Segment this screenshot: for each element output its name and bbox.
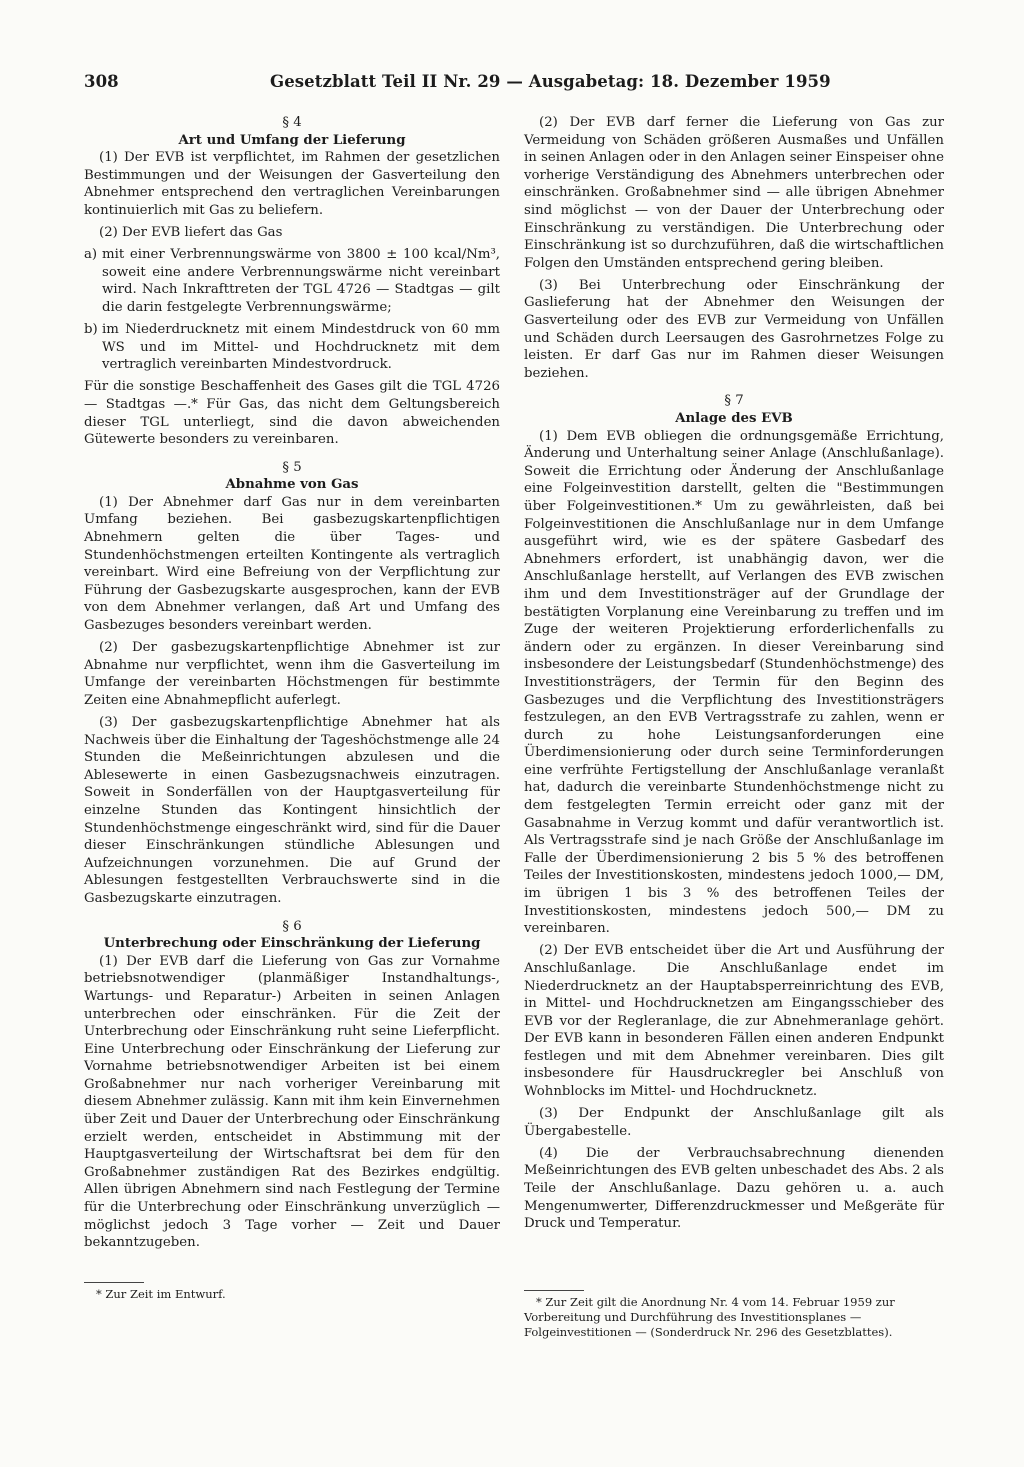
- section-title: Abnahme von Gas: [225, 477, 359, 493]
- paragraph: (1) Der EVB darf die Lieferung von Gas zur Vornahme betriebsnotwendiger (planmäßiger Instandhaltungs-, Wartungs- und Reparatur-) Arbeiten in seinen Anlagen unterbrechen oder einschränken. Für die Zeit der Unterbrechung oder Einschränkung ruht seine Lieferpflicht. Eine Unterbrechung oder Einschränkung der Lieferung zur Vornahme betriebsnotwendiger Arbeiten ist bei einem Großabnehmer nur nach vorheriger Vereinbarung mit diesem Abnehmer zulässig. Kann mit ihm kein Einvernehmen über Zeit und Dauer der Unterbrechung oder Einschränkung erzielt werden, entscheidet in Abstimmung mit der Hauptgasverteilung der Wirtschaftsrat bei dem für den Großabnehmer zuständigen Rat des Bezirkes endgültig. Allen übrigen Abnehmern sind nach Festlegung der Termine für die Unterbrechung oder Einschränkung unverzüglich — möglichst jedoch 3 Tage vorher — Zeit und Dauer bekanntzugeben.: [84, 953, 500, 1251]
- section-number: § 4: [282, 115, 302, 130]
- paragraph: (1) Der EVB ist verpflichtet, im Rahmen der gesetzlichen Bestimmungen und der Weisungen der Gasverteilung den Abnehmer entsprechend den vertraglichen Vereinbarungen kontinuierlich mit Gas zu beliefern.: [84, 150, 500, 218]
- header-title: Gesetzblatt Teil II Nr. 29 — Ausgabetag: 18. Dezember 1959: [270, 72, 831, 91]
- section-heading-6: [84, 918, 500, 953]
- paragraph: (1) Der Abnehmer darf Gas nur in dem vereinbarten Umfang beziehen. Bei gasbezugskartenpflichtigen Abnehmern gelten die über Tages- und Stundenhöchstmengen erteilten Kontingente als vertraglich vereinbart. Wird eine Befreiung von der Verpflichtung zur Führung der Gasbezugskarte ausgesprochen, kann der EVB von dem Abnehmer verlangen, daß Art und Umfang des Gasbezuges besonders vereinbart werden.: [84, 494, 500, 634]
- paragraph: (3) Der Endpunkt der Anschlußanlage gilt als Übergabestelle.: [524, 1106, 944, 1139]
- section-title: Unterbrechung oder Einschränkung der Lieferung: [103, 936, 481, 952]
- section-number: § 6: [282, 918, 302, 934]
- paragraph: (2) Der gasbezugskartenpflichtige Abnehmer ist zur Abnahme nur verpflichtet, wenn ihm die Gasverteilung im Umfange der vereinbarten Höchstmengen für bestimmte Zeiten eine Abnahmepflicht auferlegt.: [84, 640, 500, 708]
- footnote-left: [84, 1276, 500, 1302]
- list-label: b): [84, 322, 98, 338]
- footnote-right: [524, 1284, 944, 1340]
- section-number: § 7: [724, 393, 744, 409]
- section-heading-5: [84, 459, 500, 494]
- section-heading-7: [524, 392, 944, 427]
- paragraph: Für die sonstige Beschaffenheit des Gases gilt die TGL 4726 — Stadtgas —.* Für Gas, das nicht dem Geltungsbereich dieser TGL unterliegt, sind die davon abweichenden Gütewerte besonders zu vereinbaren.: [84, 379, 500, 448]
- section-title: Art und Umfang der Lieferung: [178, 132, 406, 148]
- list-item: [84, 321, 500, 374]
- list-text: mit einer Verbrennungswärme von 3800 ± 100 kcal/Nm³, soweit eine andere Verbrennungswärme nicht vereinbart wird. Nach Inkrafttreten der TGL 4726 — Stadtgas — gilt die darin festgelegte Verbrennungswärme;: [102, 247, 500, 315]
- paragraph: (2) Der EVB darf ferner die Lieferung von Gas zur Vermeidung von Schäden größeren Ausmaßes und Unfällen in seinen Anlagen oder in den Anlagen seiner Einspeiser ohne vorherige Verständigung des Abnehmers unterbrechen oder einschränken. Großabnehmer sind — alle übrigen Abnehmer sind möglichst — von der Dauer der Unterbrechung oder Einschränkung zu verständigen. Die Unterbrechung oder Einschränkung ist so durchzuführen, daß die wirtschaftlichen Folgen den Umständen entsprechend gering bleiben.: [524, 115, 944, 271]
- page-number: 308: [84, 72, 119, 91]
- list-item: [84, 246, 500, 316]
- paragraph: (2) Der EVB liefert das Gas: [99, 225, 283, 241]
- paragraph: (2) Der EVB entscheidet über die Art und Ausführung der Anschlußanlage. Die Anschlußanlage endet im Niederdrucknetz an der Hauptabsperreinrichtung des EVB, in Mittel- und Hochdrucknetzen am Eingangsschieber des EVB vor der Regleranlage, die zur Abnehmeranlage gehört. Der EVB kann in besonderen Fällen einen anderen Endpunkt festlegen und mit dem Abnehmer vereinbaren. Dies gilt insbesondere für Hausdruckregler bei Anschluß von Wohnblocks im Mittel- und Hochdrucknetz.: [524, 943, 944, 1100]
- section-heading-4: [84, 114, 500, 149]
- footnote-rule: [524, 1290, 584, 1291]
- footnote-text: * Zur Zeit im Entwurf.: [96, 1287, 226, 1301]
- paragraph: (1) Dem EVB obliegen die ordnungsgemäße Errichtung, Änderung und Unterhaltung seiner Anlage (Anschlußanlage). Soweit die Errichtung oder Änderung der Anschlußanlage eine Folgeinvestition darstellt, gelten die "Bestimmungen über Folgeinvestitionen.* Um zu gewährleisten, daß bei Folgeinvestitionen die Anschlußanlage nur in dem Umfange ausgeführt wird, wie es der spätere Gasbedarf des Abnehmers erfordert, ist unabhängig davon, wer die Anschlußanlage herstellt, auf Verlangen des EVB zwischen ihm und dem Investitionsträger auf der Grundlage der bestätigten Vorplanung eine Vereinbarung zu treffen und im Zuge der weiteren Projektierung erforderlichenfalls zu ändern oder zu ergänzen. In dieser Vereinbarung sind insbesondere der Leistungsbedarf (Stundenhöchstmenge) des Investitionsträgers, der Termin für den Beginn des Gasbezuges und die Verpflichtung des Investitionsträgers festzulegen, an den EVB Vertragsstrafe zu zahlen, wenn er durch zu hohe Leistungsanforderungen eine Überdimensionierung oder durch seine Terminforderungen eine verfrühte Fertigstellung der Anschlußanlage veranlaßt hat, dadurch die vereinbarte Stundenhöchstmenge nicht zu dem festgelegten Termin erreicht oder ganz mit der Gasabnahme in Verzug kommt und dafür verantwortlich ist. Als Vertragsstrafe sind je nach Größe der Anschlußanlage im Falle der Überdimensionierung 2 bis 5 % des betroffenen Teiles der Investitionskosten, mindestens jedoch 1000,— DM, im übrigen 1 bis 3 % des betroffenen Teiles der Investitionskosten, mindestens jedoch 500,— DM zu vereinbaren.: [524, 428, 944, 937]
- list-text: im Niederdrucknetz mit einem Mindestdruck von 60 mm WS und im Mittel- und Hochdrucknetz mit dem vertraglich vereinbarten Mindestvordruck.: [102, 322, 500, 373]
- section-title: Anlage des EVB: [675, 411, 793, 426]
- footnote-text: * Zur Zeit gilt die Anordnung Nr. 4 vom 14. Februar 1959 zur Vorbereitung und Durchführung des Investitionsplanes — Folgeinvestitionen — (Sonderdruck Nr. 296 des Gesetzblattes).: [524, 1295, 895, 1339]
- right-column: [524, 114, 944, 1237]
- page-header: [84, 72, 954, 96]
- paragraph: (3) Bei Unterbrechung oder Einschränkung der Gaslieferung hat der Abnehmer den Weisungen der Gasverteilung oder des EVB zur Vermeidung von Unfällen und Schäden durch Leersaugen des Gasrohrnetzes Folge zu leisten. Er darf Gas nur im Rahmen dieser Weisungen beziehen.: [524, 277, 944, 381]
- paragraph: (3) Der gasbezugskartenpflichtige Abnehmer hat als Nachweis über die Einhaltung der Tageshöchstmenge alle 24 Stunden die Meßeinrichtungen abzulesen und die Ablesewerte in einen Gasbezugsnachweis einzutragen. Soweit in Sonderfällen von der Hauptgasverteilung für einzelne Stunden das Kontingent hinsichtlich der Stundenhöchstmenge eingeschränkt wird, sind für die Dauer dieser Einschränkungen stündliche Ablesungen und Aufzeichnungen vorzunehmen. Die auf Grund der Ablesungen festgestellten Verbrauchswerte sind in die Gasbezugskarte einzutragen.: [84, 715, 500, 906]
- list-label: a): [84, 247, 98, 263]
- left-column: [84, 114, 500, 1256]
- footnote-rule: [84, 1282, 144, 1283]
- paragraph: (4) Die der Verbrauchsabrechnung dienenden Meßeinrichtungen des EVB gelten unbeschadet des Abs. 2 als Teile der Anschlußanlage. Dazu gehören u. a. auch Mengenumwerter, Differenzdruckmesser und Meßgeräte für Druck und Temperatur.: [524, 1145, 944, 1232]
- section-number: § 5: [282, 459, 302, 475]
